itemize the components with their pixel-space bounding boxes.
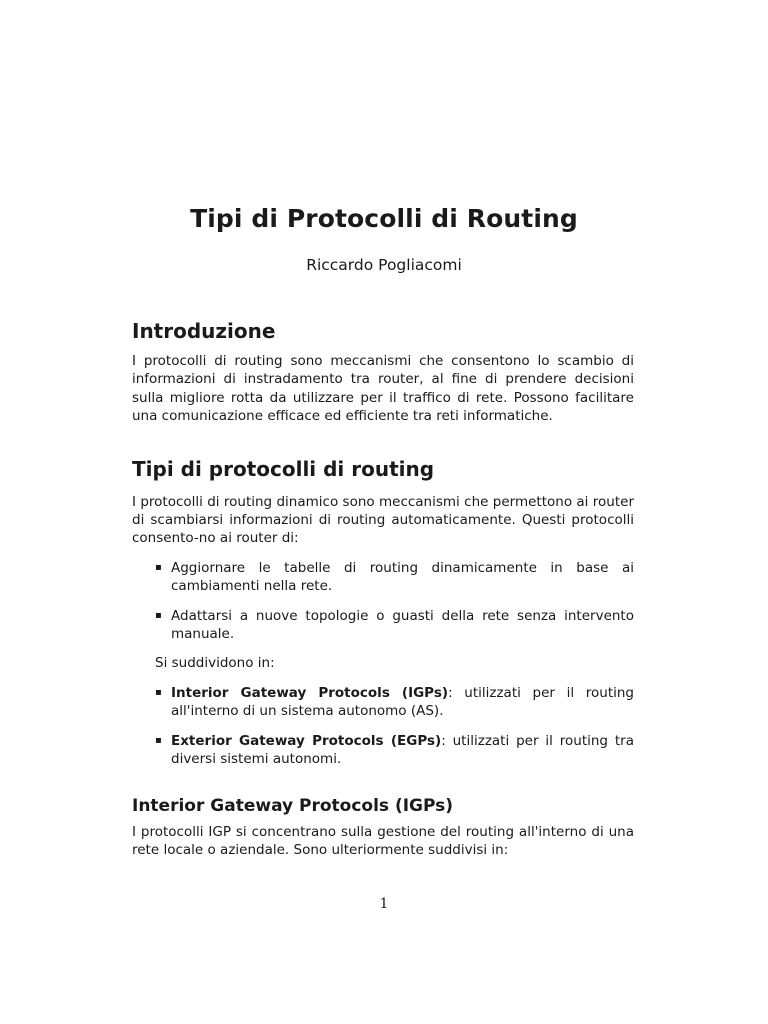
category-term: Exterior Gateway Protocols (EGPs) [171,732,442,749]
category-description: : utilizzati per il routing tra diversi sistemi autonomi. [171,732,634,768]
page-number: 1 [379,896,389,912]
bullet-square-icon: ▪ [155,686,162,698]
subsection-heading-igp: Interior Gateway Protocols (IGPs) [132,795,454,816]
bullet-square-icon: ▪ [155,609,162,621]
category-description: : utilizzati per il routing all'interno di un sistema autonomo (AS). [171,684,634,720]
bullet-square-icon: ▪ [155,561,162,573]
list-item [132,732,634,769]
list-item-text: Aggiornare le tabelle di routing dinamicamente in base ai cambiamenti nella rete. [171,559,634,595]
document-title: Tipi di Protocolli di Routing [190,204,578,233]
document-author: Riccardo Pogliacomi [306,256,462,274]
intro-paragraph: I protocolli di routing sono meccanismi che consentono lo scambio di informazioni di instradamento tra router, al fine di prendere decisioni sulla migliore rotta da utilizzare per il traffico di rete. Possono facilitare una comunicazione efficace ed efficiente tra reti informatiche. [132,353,634,425]
section-heading-tipi: Tipi di protocolli di routing [132,456,435,481]
types-paragraph: I protocolli di routing dinamico sono meccanismi che permettono ai router di scambiarsi informazioni di routing automaticamente. Questi protocolli consento-no ai router di: [132,493,634,547]
category-term: Interior Gateway Protocols (IGPs) [171,684,449,701]
igp-paragraph: I protocolli IGP si concentrano sulla gestione del routing all'interno di una rete locale o aziendale. Sono ulteriormente suddivisi in: [132,823,634,858]
list-item-text: Adattarsi a nuove topologie o guasti della rete senza intervento manuale. [171,607,634,643]
list-item [132,607,634,644]
section-heading-introduzione: Introduzione [132,319,276,343]
list-item [132,559,634,596]
subdivide-label: Si suddividono in: [155,655,275,672]
document-body [132,318,634,859]
bullet-square-icon: ▪ [155,734,162,746]
dynamic-routing-list [132,559,634,644]
protocol-categories-list [132,684,634,769]
list-item [132,684,634,721]
